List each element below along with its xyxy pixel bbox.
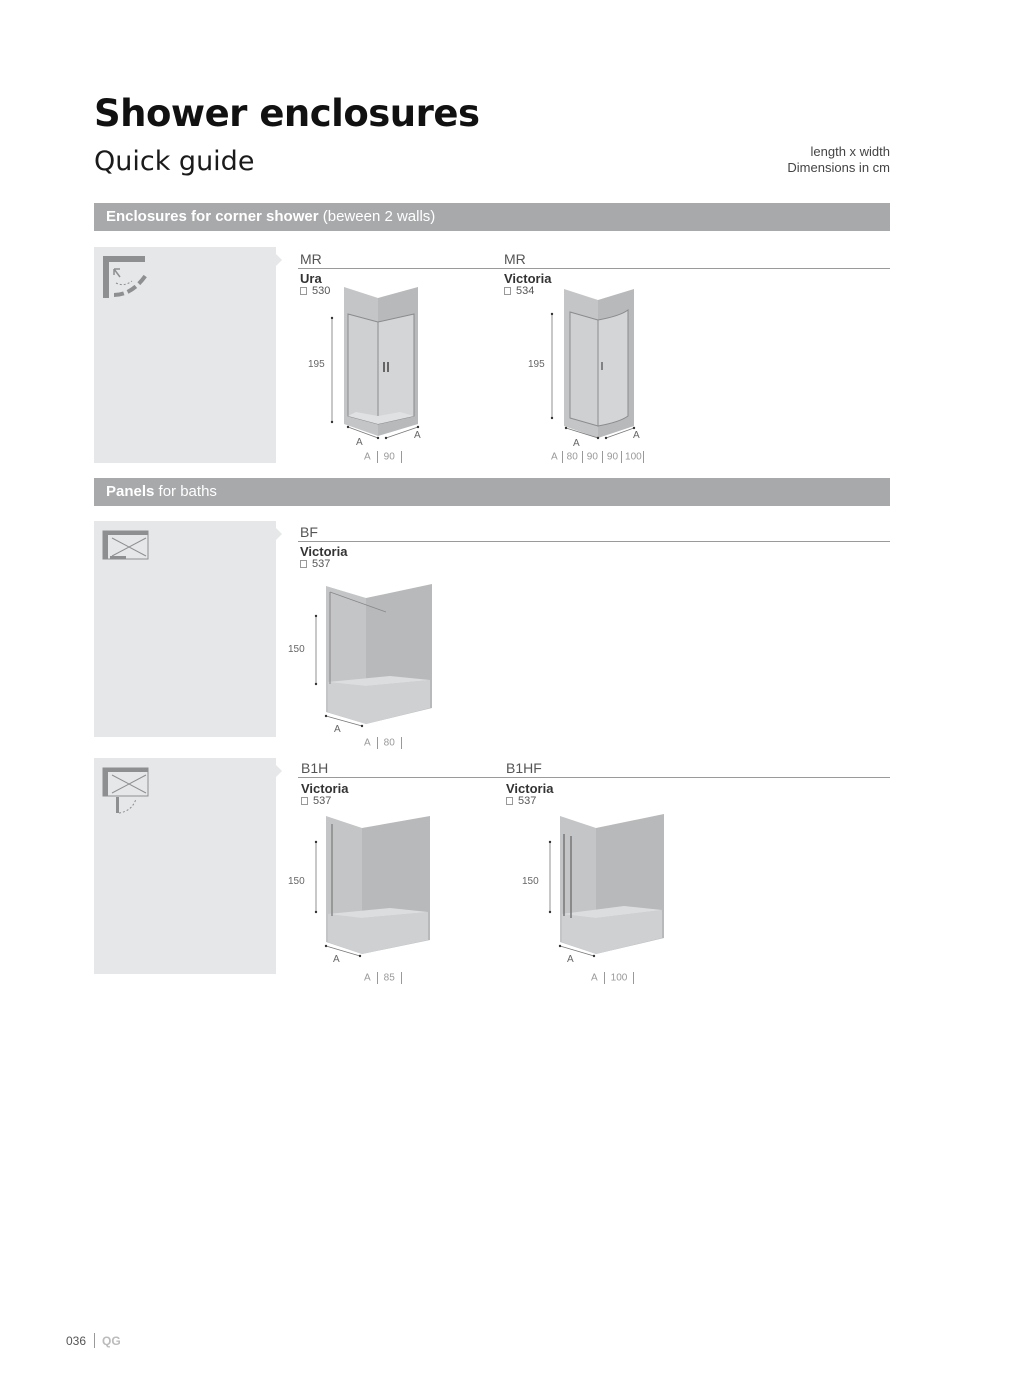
size-label: A <box>364 737 371 749</box>
size-label: A <box>551 451 558 463</box>
category-notch <box>276 254 282 266</box>
product-ref: 534 <box>504 285 534 297</box>
size-value: 90 <box>383 451 395 463</box>
bath-hinged-panel-icon <box>102 767 152 817</box>
page-subtitle: Quick guide <box>94 146 255 177</box>
section-band-corner <box>94 203 890 231</box>
height-label: 195 <box>308 359 325 370</box>
size-label: A <box>364 451 371 463</box>
product-name: Victoria <box>300 544 348 559</box>
section-title-bold: Panels <box>106 483 155 500</box>
dimension-a-label: A <box>633 430 640 441</box>
product-divider <box>298 777 890 778</box>
size-list <box>364 972 408 984</box>
dimensions-note <box>787 144 890 176</box>
dimension-a-label: A <box>573 438 580 449</box>
section-title-rest: (beween 2 walls) <box>318 208 436 225</box>
dimension-a-label: A <box>333 954 340 965</box>
page-title: Shower enclosures <box>94 92 480 135</box>
dimensions-line-2: Dimensions in cm <box>787 160 890 175</box>
product-ref: 537 <box>300 558 330 570</box>
product-name: Victoria <box>506 781 554 796</box>
size-value: 80 <box>383 737 395 749</box>
victoria-b1hf-bath-image <box>544 812 674 962</box>
product-code: B1HF <box>506 760 542 776</box>
victoria-bf-bath-image <box>310 582 440 732</box>
footer-section-label: QG <box>102 1334 121 1348</box>
product-divider <box>298 541 890 542</box>
dimension-a-label: A <box>356 437 363 448</box>
height-label: 150 <box>288 644 305 655</box>
ref-square-icon <box>506 797 513 805</box>
page-number: 036 <box>66 1334 87 1348</box>
size-list <box>364 451 408 463</box>
height-label: 195 <box>528 359 545 370</box>
product-divider <box>298 268 890 269</box>
section-band-baths <box>94 478 890 506</box>
size-value: 100 <box>625 451 642 463</box>
ref-square-icon <box>301 797 308 805</box>
category-notch <box>276 765 282 777</box>
ref-square-icon <box>504 287 511 295</box>
product-ref: 537 <box>301 795 331 807</box>
size-label: A <box>591 972 598 984</box>
bath-fixed-panel-icon <box>102 530 152 562</box>
victoria-mr-enclosure-image <box>540 286 650 446</box>
product-name: Victoria <box>504 271 552 286</box>
product-ref: 530 <box>300 285 330 297</box>
product-name: Ura <box>300 271 322 286</box>
ura-enclosure-image <box>320 284 430 444</box>
size-list <box>591 972 640 984</box>
section-title-bold: Enclosures for corner shower <box>106 208 319 225</box>
size-value: 85 <box>383 972 395 984</box>
height-label: 150 <box>288 876 305 887</box>
product-code: MR <box>504 251 526 267</box>
size-label: A <box>364 972 371 984</box>
product-code: BF <box>300 524 318 540</box>
product-code: MR <box>300 251 322 267</box>
victoria-b1h-bath-image <box>310 812 440 962</box>
ref-square-icon <box>300 560 307 568</box>
ref-square-icon <box>300 287 307 295</box>
size-list <box>551 451 644 463</box>
size-list <box>364 737 408 749</box>
size-value: 80 <box>566 451 578 463</box>
dimension-a-label: A <box>567 954 574 965</box>
size-value: 90 <box>606 451 619 463</box>
corner-enclosure-icon <box>102 255 152 305</box>
dimension-a-label: A <box>334 724 341 735</box>
section-title-rest: for baths <box>154 483 217 500</box>
size-value: 90 <box>586 451 598 463</box>
product-name: Victoria <box>301 781 349 796</box>
footer-divider <box>94 1333 95 1348</box>
product-code: B1H <box>301 760 329 776</box>
size-value: 100 <box>610 972 628 984</box>
dimension-a-label: A <box>414 430 421 441</box>
category-notch <box>276 528 282 540</box>
product-ref: 537 <box>506 795 536 807</box>
dimensions-line-1: length x width <box>810 144 890 159</box>
height-label: 150 <box>522 876 539 887</box>
